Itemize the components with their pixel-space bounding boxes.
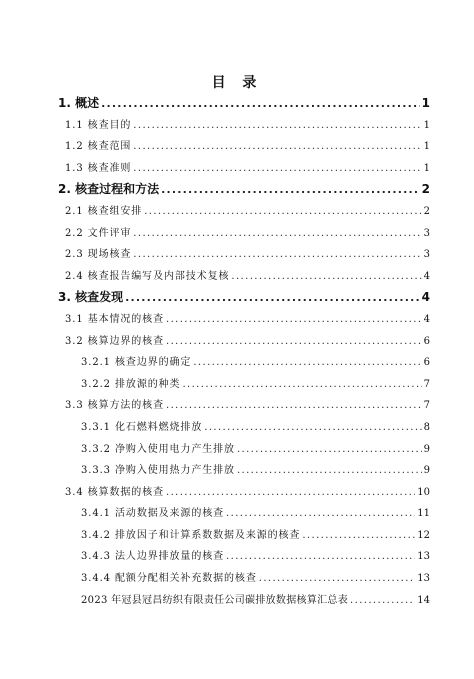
toc-entry-page-number: 1	[421, 96, 430, 110]
toc-entry-page-number: 13	[417, 573, 430, 585]
toc-entry[interactable]	[58, 115, 430, 137]
toc-entry-label: 3.3 核算方法的核查	[65, 395, 166, 417]
toc-entry[interactable]	[58, 417, 430, 439]
dot-leader	[204, 417, 421, 439]
toc-entry[interactable]	[58, 352, 430, 374]
dot-leader	[133, 115, 421, 137]
toc-entry[interactable]	[58, 374, 430, 396]
dot-leader	[133, 158, 421, 180]
dot-leader	[166, 395, 422, 417]
dot-leader	[182, 374, 421, 396]
dot-leader	[259, 568, 416, 590]
toc-entry-label: 3.3.3 净购入使用热力产生排放	[81, 460, 237, 482]
toc-entry-label: 3.4.4 配额分配相关补充数据的核查	[81, 568, 259, 590]
toc-entry-label: 1.1 核查目的	[65, 115, 133, 137]
toc-entry-page-number: 13	[417, 551, 430, 563]
toc-entry-label: 1.3 核查准则	[65, 158, 133, 180]
toc-entry[interactable]	[58, 482, 430, 504]
dot-leader	[161, 179, 420, 201]
toc-entry[interactable]	[58, 460, 430, 482]
toc-entry-label: 3.1 基本情况的核查	[65, 309, 166, 331]
toc-entry[interactable]	[58, 568, 430, 590]
toc-entry-page-number: 7	[423, 378, 430, 390]
dot-leader	[101, 93, 420, 115]
toc-entry-page-number: 3	[423, 227, 430, 239]
toc-entry-label: 3.4.1 活动数据及来源的核查	[81, 503, 226, 525]
toc-entry-page-number: 7	[423, 400, 430, 412]
toc-entry-page-number: 9	[423, 443, 430, 455]
toc-entry-label: 2.1 核查组安排	[65, 201, 144, 223]
dot-leader	[144, 201, 421, 223]
toc-entry[interactable]	[58, 136, 430, 158]
toc-entry[interactable]	[58, 395, 430, 417]
dot-leader	[237, 439, 422, 461]
toc-entry-page-number: 1	[423, 141, 430, 153]
toc-entry-page-number: 2	[421, 182, 430, 197]
dot-leader	[133, 223, 421, 245]
toc-entry[interactable]	[58, 287, 430, 309]
dot-leader	[166, 309, 422, 331]
toc-entry-label: 3.2 核算边界的核查	[65, 331, 166, 353]
dot-leader	[231, 266, 421, 288]
toc-entry-label: 3.3.2 净购入使用电力产生排放	[81, 439, 237, 461]
dot-leader	[350, 590, 415, 612]
toc-entry-page-number: 4	[423, 313, 430, 325]
toc-entry[interactable]	[58, 331, 430, 353]
toc-entry-label: 3.4.2 排放因子和计算系数数据及来源的核查	[81, 525, 302, 547]
toc-entry-label: 3. 核查发现	[58, 287, 125, 309]
dot-leader	[133, 136, 421, 158]
dot-leader	[193, 352, 421, 374]
toc-entry[interactable]	[58, 439, 430, 461]
toc-title: 目 录	[211, 75, 263, 91]
toc-entry-label: 2.2 文件评审	[65, 223, 133, 245]
toc-entry-page-number: 3	[423, 249, 430, 261]
table-of-contents	[58, 93, 430, 611]
toc-entry-page-number: 6	[423, 357, 430, 369]
toc-entry-label: 1.2 核查范围	[65, 136, 133, 158]
toc-entry[interactable]	[58, 309, 430, 331]
toc-entry-page-number: 12	[417, 529, 430, 541]
toc-entry-page-number: 8	[423, 421, 430, 433]
toc-entry-label: 3.4.3 法人边界排放量的核查	[81, 546, 226, 568]
dot-leader	[226, 546, 415, 568]
toc-entry-page-number: 4	[421, 290, 430, 305]
dot-leader	[133, 244, 421, 266]
toc-entry[interactable]	[58, 525, 430, 547]
toc-entry-page-number: 1	[423, 119, 430, 131]
toc-entry[interactable]	[58, 244, 430, 266]
dot-leader	[166, 331, 422, 353]
toc-entry-page-number: 10	[417, 486, 430, 498]
dot-leader	[125, 287, 420, 309]
toc-entry[interactable]	[58, 201, 430, 223]
toc-entry-label: 3.3.1 化石燃料燃烧排放	[81, 417, 204, 439]
toc-entry[interactable]	[58, 179, 430, 201]
toc-entry-label: 2.4 核查报告编写及内部技术复核	[65, 266, 231, 288]
toc-entry[interactable]	[58, 266, 430, 288]
toc-entry-page-number: 11	[417, 508, 430, 520]
toc-entry-page-number: 1	[423, 162, 430, 174]
toc-entry[interactable]	[58, 546, 430, 568]
toc-entry-page-number: 14	[417, 594, 430, 606]
toc-entry-page-number: 9	[423, 465, 430, 477]
toc-entry-page-number: 2	[423, 205, 430, 217]
toc-entry-label: 2. 核查过程和方法	[58, 179, 161, 201]
toc-entry-label: 2.3 现场核查	[65, 244, 133, 266]
toc-entry[interactable]	[58, 590, 430, 612]
toc-entry-label: 3.4 核算数据的核查	[65, 482, 166, 504]
toc-entry[interactable]	[58, 223, 430, 245]
dot-leader	[302, 525, 415, 547]
toc-entry[interactable]	[58, 503, 430, 525]
toc-entry[interactable]	[58, 158, 430, 180]
toc-entry-page-number: 4	[423, 270, 430, 282]
toc-entry-label: 2023 年冠县冠昌纺织有限责任公司碳排放数据核算汇总表	[81, 590, 350, 612]
dot-leader	[237, 460, 422, 482]
toc-entry-label: 3.2.1 核查边界的确定	[81, 352, 193, 374]
toc-entry-label: 3.2.2 排放源的种类	[81, 374, 182, 396]
dot-leader	[226, 503, 415, 525]
toc-entry-page-number: 6	[423, 335, 430, 347]
dot-leader	[166, 482, 415, 504]
toc-entry-label: 1. 概述	[58, 93, 101, 115]
toc-entry[interactable]	[58, 93, 430, 115]
